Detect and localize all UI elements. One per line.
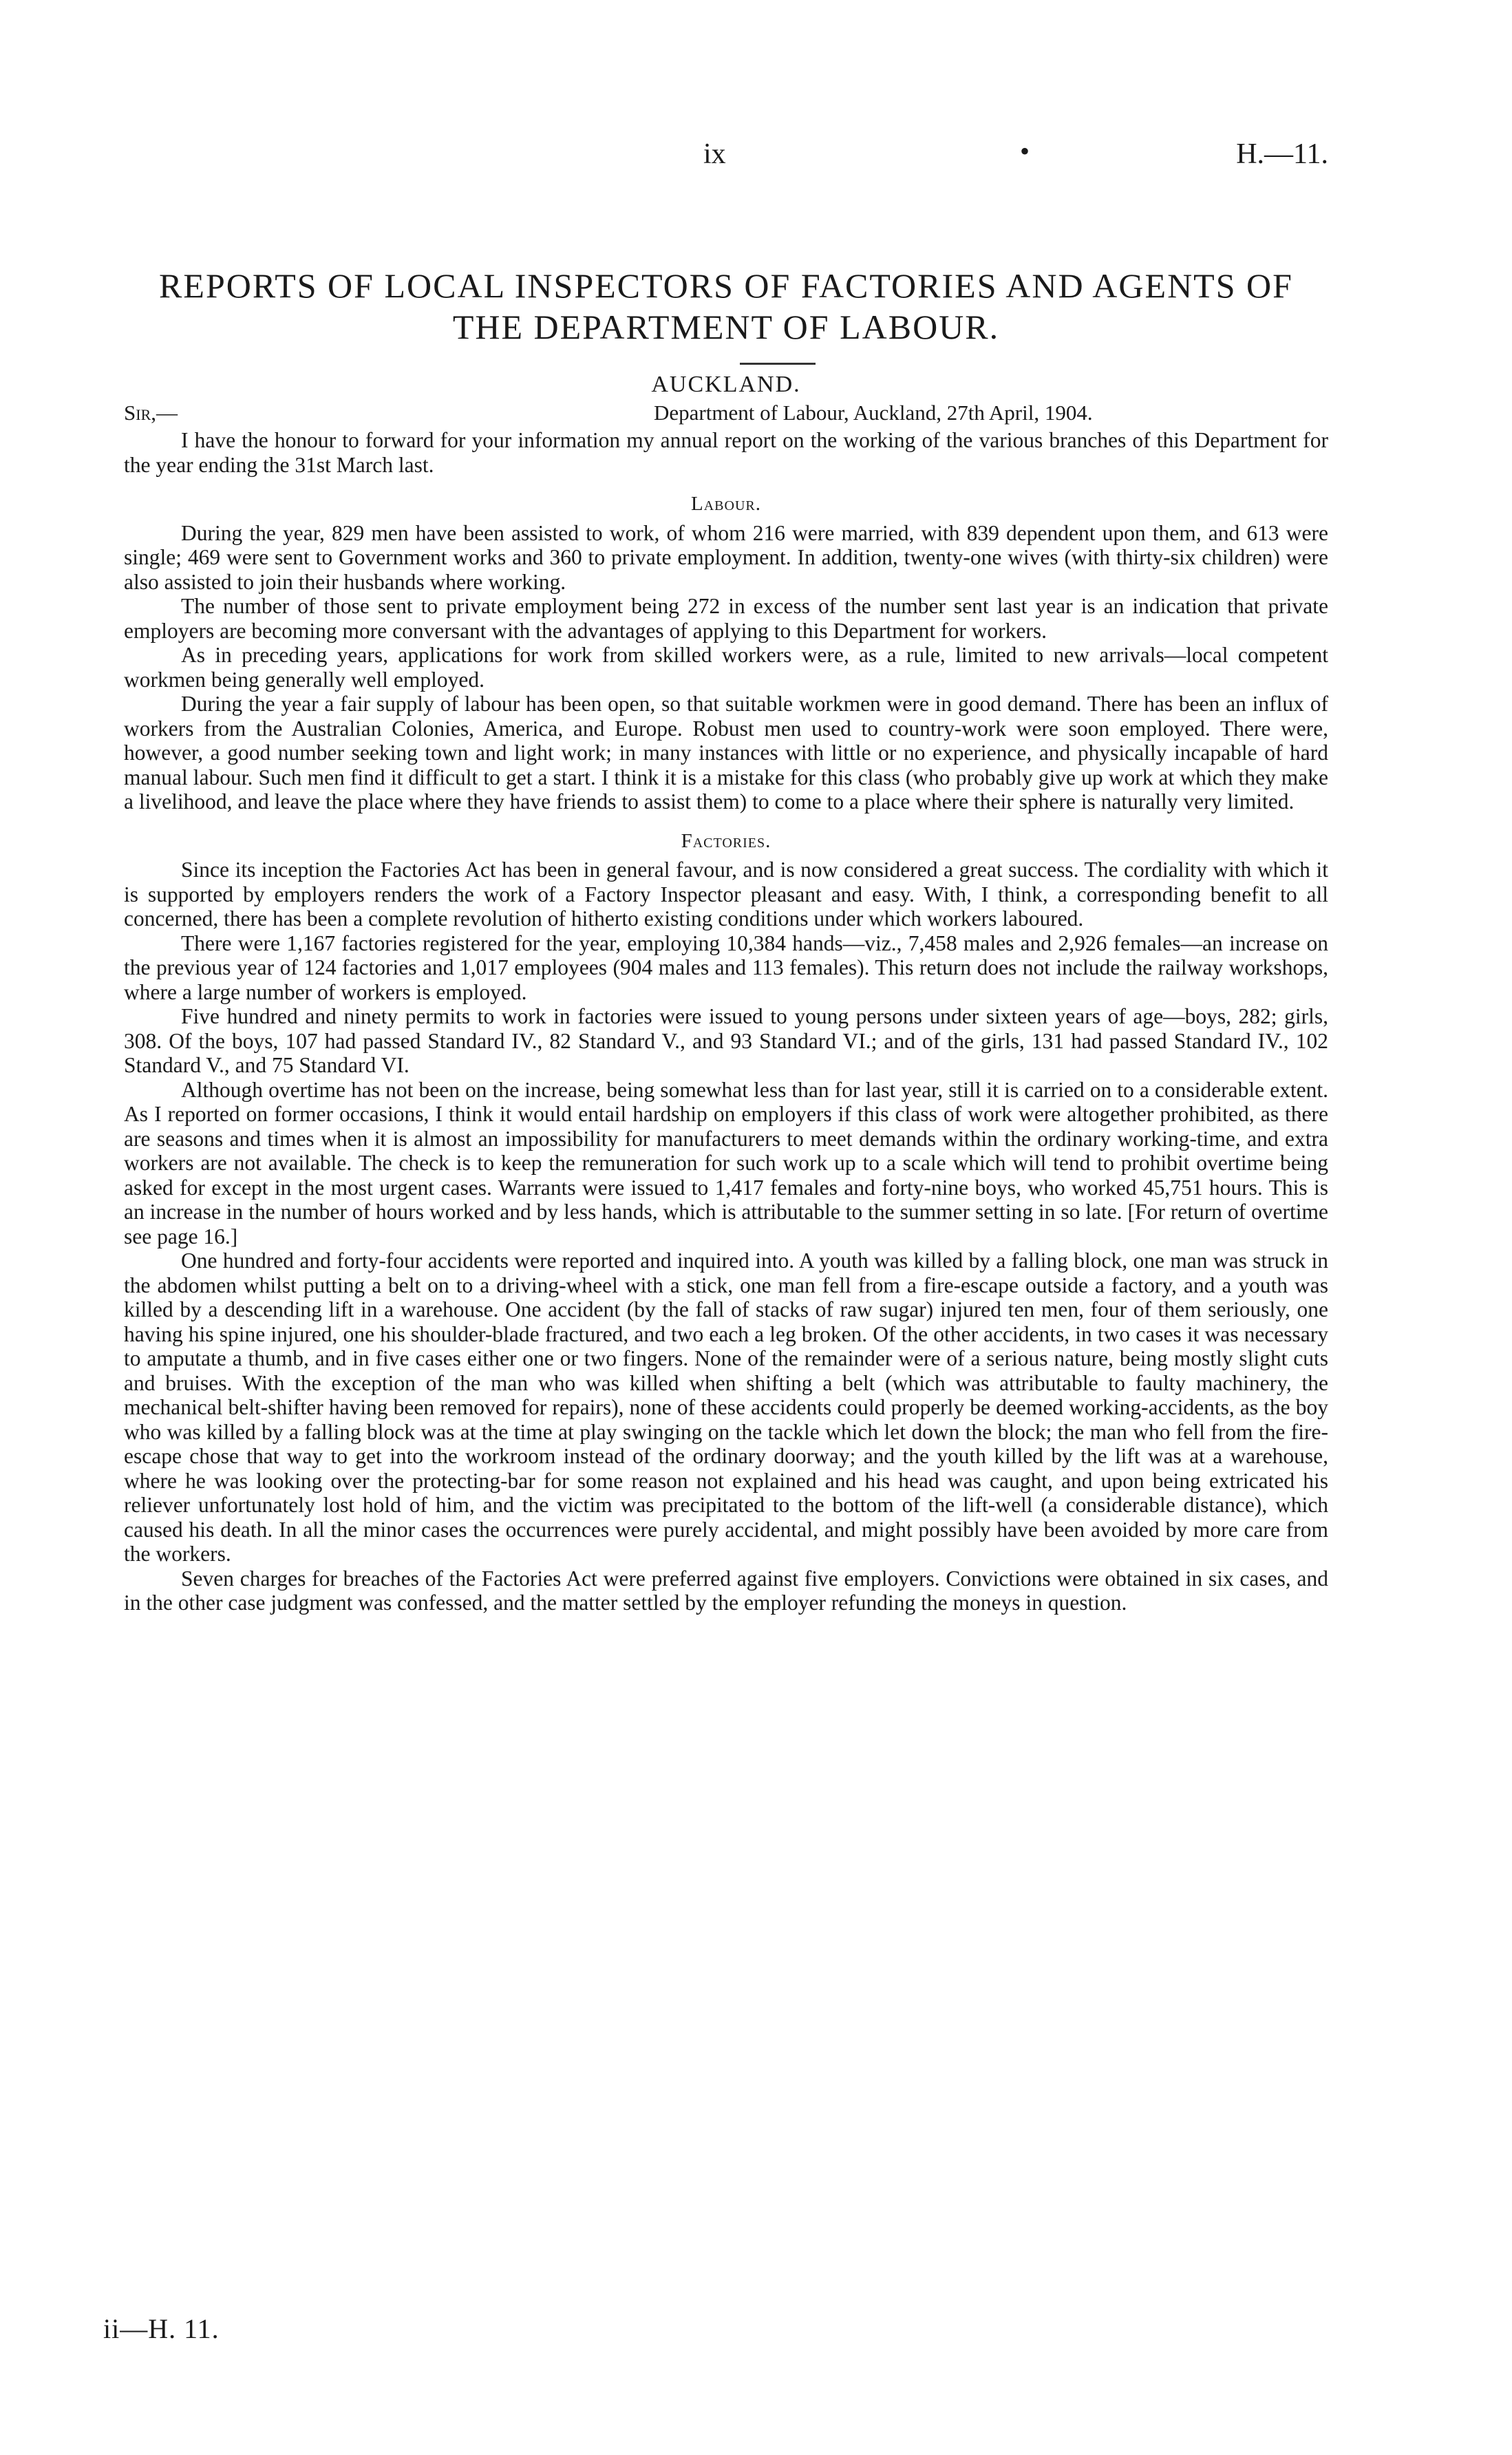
labour-paragraph: The number of those sent to private employment being 272 in excess of the number sent last year is an indication that private employers are becoming more conversant with the advantages of applying to this Department for workers. [124,594,1328,643]
report-body [124,428,1328,1615]
running-header [124,138,1328,179]
salutation: Sir,— [124,401,178,425]
page-number: ix [703,138,726,170]
factories-paragraph: There were 1,167 factories registered for the year, employing 10,384 hands—viz., 7,458 males and 2,926 females—an increase on the previous year of 124 factories and 1,017 employees (904 males and 113 females). This return does not include the railway workshops, where a large number of workers is employed. [124,931,1328,1004]
dateline: Department of Labour, Auckland, 27th April, 1904. [654,401,1093,425]
document-page [124,0,1328,2455]
section-heading-factories: Factories. [681,829,771,852]
labour-paragraph: During the year, 829 men have been assisted to work, of whom 216 were married, with 839 dependent upon them, and 613 were single; 469 were sent to Government works and 360 to private employment. In addition, twenty-one wives (with thirty-six children) were also assisted to join their husbands where working. [124,520,1328,594]
city-heading: AUCKLAND. [651,372,801,397]
section-heading-labour: Labour. [691,493,761,515]
title-divider [740,363,816,365]
document-code: H.—11. [1236,138,1328,170]
factories-paragraph: Five hundred and ninety permits to work in factories were issued to young persons under sixteen years of age—boys, 282; girls, 308. Of the boys, 107 had passed Standard IV., 82 Standard V., and 93 Standard VI.; and of the girls, 131 had passed Standard IV., 102 Standard V., and 75 Standard VI. [124,1004,1328,1077]
report-title: REPORTS OF LOCAL INSPECTORS OF FACTORIES AND AGENTS OF THE DEPARTMENT OF LABOUR. [159,266,1293,346]
factories-paragraph: Seven charges for breaches of the Factories Act were preferred against five employers. Convictions were obtained in six cases, and in the other case judgment was confessed, and the matter settled by the employer refunding the moneys in question. [124,1566,1328,1615]
labour-paragraph: During the year a fair supply of labour has been open, so that suitable workmen were in good demand. There has been an influx of workers from the Australian Colonies, America, and Europe. Robust men used to country-work were soon employed. There were, however, a good number seeking town and light work; in many instances with little or no experience, and physically incapable of hard manual labour. Such men find it difficult to get a start. I think it is a mistake for this class (who probably give up work at which they make a livelihood, and leave the place where they have friends to assist them) to come to a place where their sphere is naturally very limited. [124,692,1328,814]
signature-mark: ii—H. 11. [103,2313,220,2344]
factories-paragraph: One hundred and forty-four accidents were reported and inquired into. A youth was killed by a falling block, one man was struck in the abdomen whilst putting a belt on to a driving-wheel with a stick, one man fell from a fire-escape outside a factory, and a youth was killed by a descending lift in a warehouse. One accident (by the fall of stacks of raw sugar) injured ten men, four of them seriously, one having his spine injured, one his shoulder-blade fractured, and two each a leg broken. Of the other accidents, in two cases it was necessary to amputate a thumb, and in five cases either one or two fingers. None of the remainder were of a serious nature, being mostly slight cuts and bruises. With the exception of the man who was killed when shifting a belt (which was attributable to faulty machinery, the mechanical belt-shifter having been removed for repairs), none of these accidents could properly be deemed working-accidents, as the boy who was killed by a falling block was at the time at play swinging on the tackle which let down the block; the man who fell from the fire-escape chose that way to get into the workroom instead of the ordinary doorway; and the youth killed by the lift was at a warehouse, where he was looking over the protecting-bar for some reason not explained and his head was caught, and upon being extricated his reliever unfortunately lost hold of him, and the victim was precipitated to the bottom of the lift-well (a considerable distance), which caused his death. In all the minor cases the occurrences were purely accidental, and might possibly have been avoided by more care from the workers. [124,1248,1328,1566]
labour-paragraph: As in preceding years, applications for work from skilled workers were, as a rule, limited to new arrivals—local competent workmen being generally well employed. [124,643,1328,692]
factories-paragraph: Although overtime has not been on the increase, being somewhat less than for last year, still it is carried on to a considerable extent. As I reported on former occasions, I think it would entail hardship on employers if this class of work were altogether prohibited, as there are seasons and times when it is almost an impossibility for manufacturers to meet demands within the ordinary working-time, and extra workers are not available. The check is to keep the remuneration for such work up to a scale which will tend to prohibit overtime being asked for except in the most urgent cases. Warrants were issued to 1,417 females and forty-nine boys, who worked 45,751 hours. This is an increase in the number of hours worked and by less hands, which is attributable to the summer setting in so late. [For return of overtime see page 16.] [124,1077,1328,1248]
factories-paragraph: Since its inception the Factories Act has been in general favour, and is now considered a great success. The cordiality with which it is supported by employers renders the work of a Factory Inspector pleasant and easy. With, I think, a corresponding benefit to all concerned, there has been a complete revolution of hitherto existing conditions under which workers laboured. [124,858,1328,931]
intro-paragraph: I have the honour to forward for your information my annual report on the working of the various branches of this Department for the year ending the 31st March last. [124,428,1328,477]
header-dot: • [1020,136,1030,167]
